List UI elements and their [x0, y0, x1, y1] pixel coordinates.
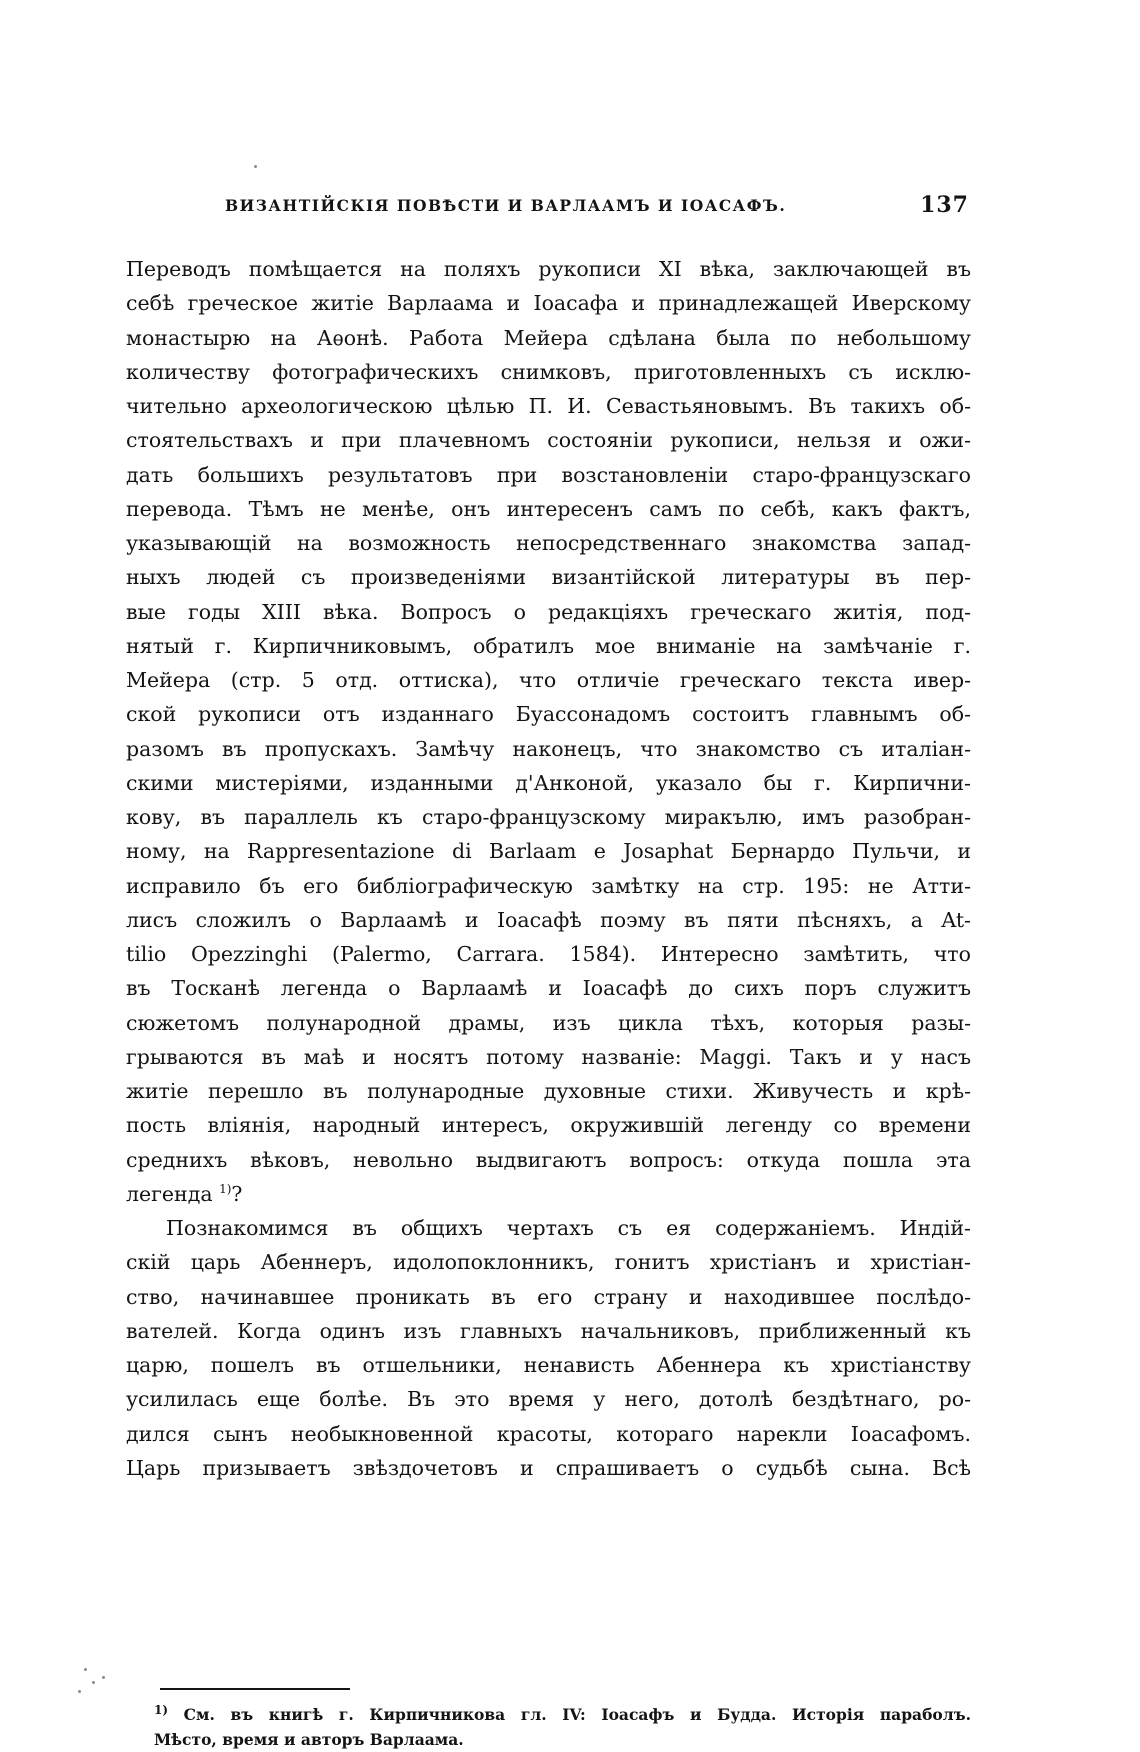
text-line: пость вліянія, народный интересъ, окружившій легенду со времени	[126, 1113, 971, 1138]
print-speck	[78, 1690, 81, 1693]
text-line: ство, начинавшее проникать въ его страну и находившее послѣдо-	[126, 1284, 971, 1309]
text-line: въ Тосканѣ легенда о Варлаамѣ и Іоасафѣ до сихъ поръ служитъ	[126, 976, 971, 1001]
footnote-line: Мѣсто, время и авторъ Варлаама.	[154, 1730, 464, 1749]
text-line: усилилась еще болѣе. Въ это время у него, дотолѣ бездѣтнаго, ро-	[126, 1387, 971, 1412]
print-speck	[102, 1676, 105, 1679]
text-line: Мейера (стр. 5 отд. оттиска), что отличіе греческаго текста ивер-	[126, 668, 971, 692]
text-line: ному, на Rappresentazione di Barlaam e Josaphat Бернардо Пульчи, и	[126, 839, 971, 864]
text-line: кову, въ параллель къ старо-французскому миракълю, имъ разобран-	[126, 805, 971, 829]
text-line: указывающій на возможность непосредственнаго знакомства запад-	[126, 531, 971, 555]
text-line: среднихъ вѣковъ, невольно выдвигаютъ вопросъ: откуда пошла эта	[126, 1147, 971, 1172]
text-line: вые годы XIII вѣка. Вопросъ о редакціяхъ греческаго житія, под-	[126, 599, 971, 624]
text-line: разомъ въ пропускахъ. Замѣчу наконецъ, что знакомство съ италіан-	[126, 736, 971, 761]
text-line: царю, пошелъ въ отшельники, ненависть Абеннера къ христіанству	[126, 1353, 971, 1377]
text-line: дать большихъ результатовъ при возстановленіи старо-французскаго	[126, 462, 971, 487]
body-text	[126, 252, 971, 1485]
text-line	[126, 1177, 971, 1211]
text-line: количеству фотографическихъ снимковъ, приготовленныхъ съ исклю-	[126, 359, 971, 384]
text-line: житіе перешло въ полународные духовные стихи. Живучесть и крѣ-	[126, 1079, 971, 1103]
footnote	[154, 1702, 971, 1752]
text-line: скій царь Абеннеръ, идолопоклонникъ, гонитъ христіанъ и христіан-	[126, 1250, 971, 1275]
text-line: перевода. Тѣмъ не менѣе, онъ интересенъ самъ по себѣ, какъ фактъ,	[126, 496, 971, 521]
text-line: ской рукописи отъ изданнаго Буассонадомъ состоитъ главнымъ об-	[126, 702, 971, 727]
text-line: вателей. Когда одинъ изъ главныхъ начальниковъ, приближенный къ	[126, 1318, 971, 1343]
footnote-marker: 1)	[154, 1702, 169, 1717]
paragraph	[126, 252, 971, 1211]
page-header	[225, 192, 969, 226]
print-speck	[254, 165, 257, 168]
print-speck	[84, 1668, 87, 1671]
text-line: нятый г. Кирпичниковымъ, обратилъ мое вниманіе на замѣчаніе г.	[126, 633, 971, 658]
text-line: лисъ сложилъ о Варлаамѣ и Іоасафѣ поэму въ пяти пѣсняхъ, а At-	[126, 907, 971, 932]
text-line: дился сынъ необыкновенной красоты, котораго нарекли Іоасафомъ.	[126, 1421, 971, 1446]
text-line: ныхъ людей съ произведеніями византійской литературы въ пер-	[126, 565, 971, 590]
text-line: tilio Opezzinghi (Palermo, Carrara. 1584). Интересно замѣтить, что	[126, 942, 971, 966]
question-mark: ?	[231, 1181, 243, 1206]
text-line: скими мистеріями, изданными д'Анконой, указало бы г. Кирпични-	[126, 770, 971, 795]
text-line: Царь призываетъ звѣздочетовъ и спрашиваетъ о судьбѣ сына. Всѣ	[126, 1455, 971, 1480]
text-line: Переводъ помѣщается на поляхъ рукописи XI вѣка, заключающей въ	[126, 257, 971, 281]
text-line: исправило бъ его библіографическую замѣтку на стр. 195: не Атти-	[126, 873, 971, 898]
text-line: стоятельствахъ и при плачевномъ состояніи рукописи, нельзя и ожи-	[126, 428, 971, 453]
text-line: грываются въ маѣ и носятъ потому названіе: Maggi. Такъ и у насъ	[126, 1044, 971, 1069]
footnote-divider	[160, 1688, 350, 1690]
page-number: 137	[920, 192, 969, 218]
paragraph	[126, 1211, 971, 1485]
footnote-text: См. въ книгѣ г. Кирпичникова гл. IV: Іоасафъ и Будда. Исторія параболъ.	[183, 1705, 971, 1724]
footnote-ref: 1)	[219, 1181, 232, 1196]
last-word: легенда	[126, 1181, 213, 1206]
print-speck	[92, 1681, 95, 1684]
text-line: монастырю на Аѳонѣ. Работа Мейера сдѣлана была по небольшому	[126, 325, 971, 350]
text-line: Познакомимся въ общихъ чертахъ съ ея содержаніемъ. Индій-	[166, 1216, 971, 1240]
text-line: сюжетомъ полународной драмы, изъ цикла тѣхъ, которыя разы-	[126, 1010, 971, 1035]
text-line: себѣ греческое житіе Варлаама и Іоасафа и принадлежащей Иверскому	[126, 291, 971, 316]
text-line: чительно археологическою цѣлью П. И. Севастьяновымъ. Въ такихъ об-	[126, 394, 971, 418]
running-title: ВИЗАНТІЙСКІЯ ПОВѢСТИ И ВАРЛААМЪ И ІОАСАФЪ.	[225, 196, 787, 215]
footnote-line	[154, 1702, 971, 1727]
